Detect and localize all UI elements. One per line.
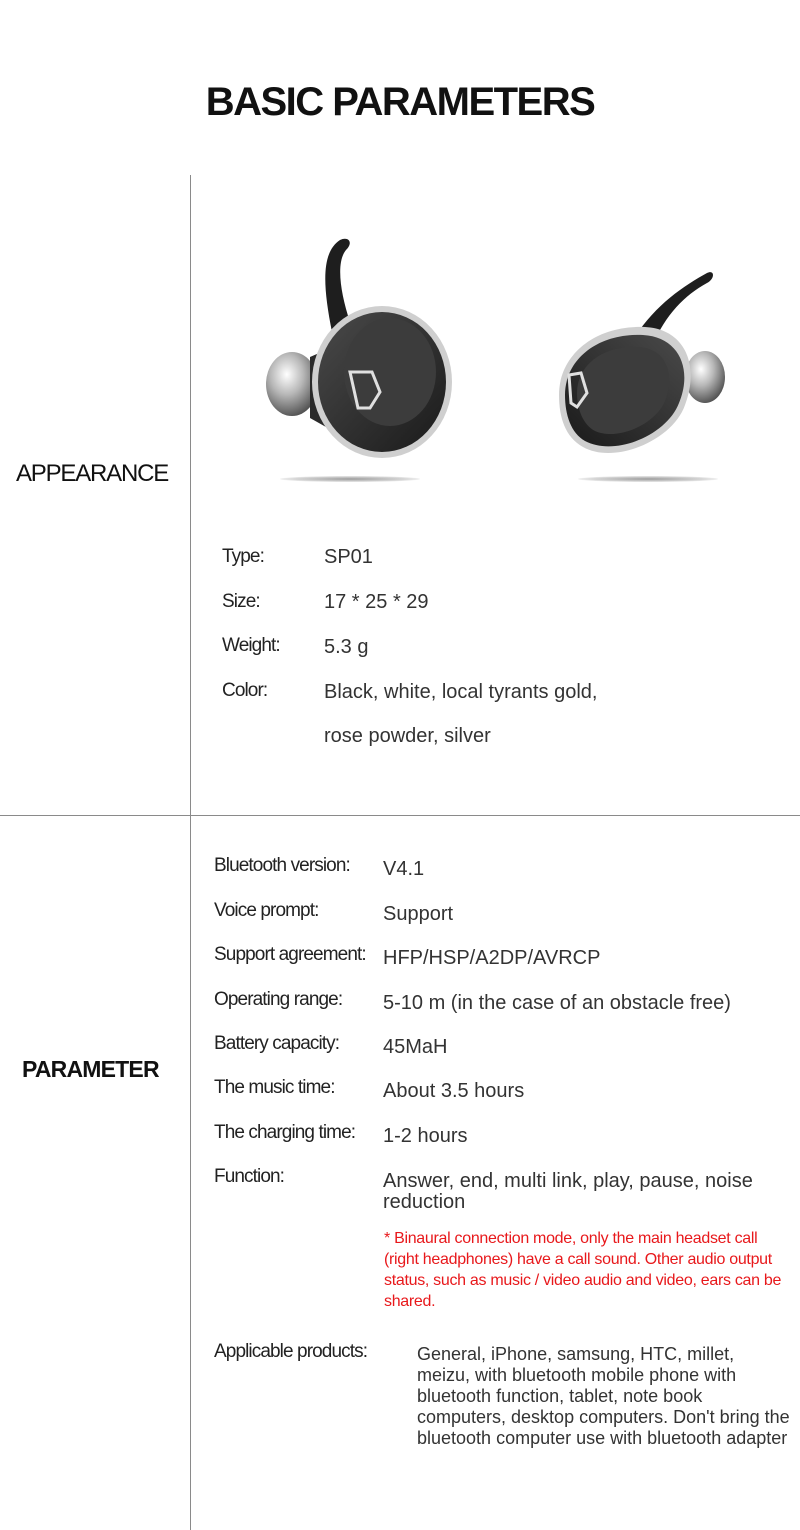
left-earbud-image: [262, 232, 452, 470]
function-value: Answer, end, multi link, play, pause, noise reduction: [383, 1170, 753, 1213]
bluetooth-version-key: Bluetooth version:: [214, 855, 350, 876]
size-key: Size:: [222, 591, 260, 612]
weight-value: 5.3 g: [324, 636, 369, 658]
music-time-value: About 3.5 hours: [383, 1080, 525, 1102]
applicable-products-value: General, iPhone, samsung, HTC, millet, meizu, with bluetooth mobile phone with bluetooth function, tablet, note book computers, desktop computers. Don't bring the bluetooth computer use with bluetooth adapter: [417, 1344, 790, 1448]
appearance-section-label: APPEARANCE: [16, 460, 169, 487]
operating-range-value: 5-10 m (in the case of an obstacle free): [383, 992, 731, 1014]
right-earbud-image: [555, 265, 730, 475]
type-key: Type:: [222, 546, 264, 567]
horizontal-divider: [0, 815, 800, 816]
binaural-note: * Binaural connection mode, only the main headset call (right headphones) have a call sound. Other audio output status, such as music / video audio and video, ears can be shared.: [384, 1230, 782, 1310]
charging-time-value: 1-2 hours: [383, 1125, 468, 1147]
voice-prompt-key: Voice prompt:: [214, 900, 319, 921]
right-earbud-shadow: [578, 476, 718, 482]
battery-capacity-key: Battery capacity:: [214, 1033, 340, 1054]
page-title: BASIC PARAMETERS: [205, 80, 595, 124]
left-earbud-shadow: [280, 476, 420, 482]
applicable-products-key: Applicable products:: [214, 1341, 368, 1362]
operating-range-key: Operating range:: [214, 989, 343, 1010]
weight-key: Weight:: [222, 635, 280, 656]
support-agreement-value: HFP/HSP/A2DP/AVRCP: [383, 947, 601, 969]
color-value: Black, white, local tyrants gold,: [324, 681, 598, 703]
color-key: Color:: [222, 680, 268, 701]
battery-capacity-value: 45MaH: [383, 1036, 448, 1058]
function-key: Function:: [214, 1166, 285, 1187]
size-value: 17 * 25 * 29: [324, 591, 429, 613]
bluetooth-version-value: V4.1: [383, 858, 425, 880]
color-value-continued: rose powder, silver: [324, 725, 491, 747]
voice-prompt-value: Support: [383, 903, 454, 925]
support-agreement-key: Support agreement:: [214, 944, 366, 965]
type-value: SP01: [324, 546, 373, 568]
charging-time-key: The charging time:: [214, 1122, 356, 1143]
vertical-divider: [190, 175, 191, 1530]
music-time-key: The music time:: [214, 1077, 335, 1098]
parameter-section-label: PARAMETER: [22, 1056, 159, 1082]
